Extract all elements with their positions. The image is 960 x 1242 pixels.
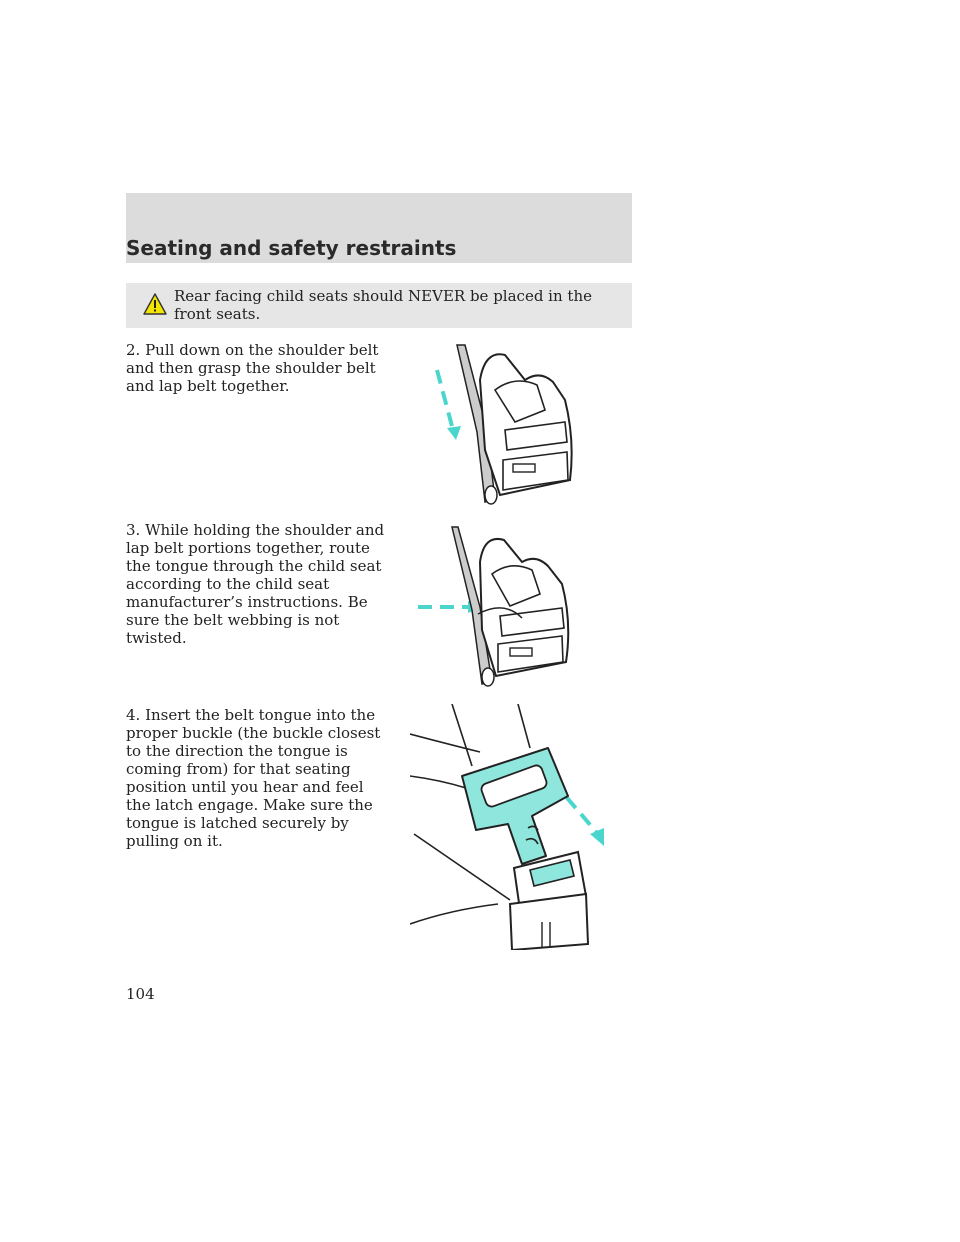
page-number: 104 — [126, 985, 155, 1003]
step-4-text: 4. Insert the belt tongue into the proper buckle (the buckle closest to the direction the tongue is coming from) for that seating position until you hear and feel the latch engage. Make sure the tongue is latched securely by pulling on it. — [126, 706, 381, 850]
warning-text: Rear facing child seats should NEVER be placed in the front seats. — [174, 287, 592, 323]
section-title: Seating and safety restraints — [126, 236, 457, 260]
child-seat-pull-belt-illustration — [425, 340, 595, 510]
warning-triangle-icon — [143, 292, 167, 316]
step-2-text: 2. Pull down on the shoulder belt and then grasp the shoulder belt and lap belt together. — [126, 341, 379, 395]
step-3-text: 3. While holding the shoulder and lap belt portions together, route the tongue through the child seat according to the child seat manufacturer’s instructions. Be sure the belt webbing is not twisted. — [126, 521, 385, 647]
child-seat-route-tongue-illustration — [418, 522, 590, 692]
warning-box — [126, 283, 632, 328]
belt-tongue-buckle-illustration — [410, 704, 610, 950]
